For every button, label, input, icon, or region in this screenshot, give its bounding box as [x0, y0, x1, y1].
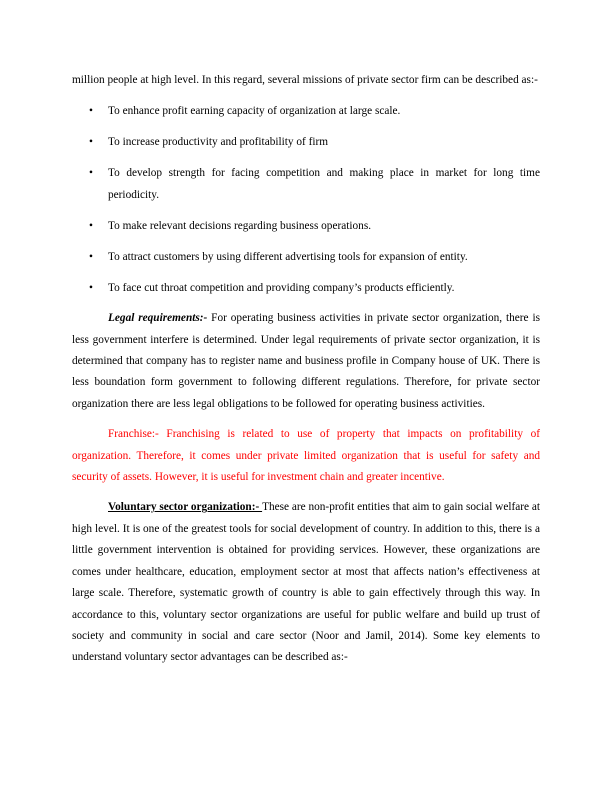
bullet-icon: • [89, 281, 93, 294]
list-item [72, 247, 540, 268]
bullet-icon: • [89, 167, 93, 180]
bullet-icon: • [89, 219, 93, 232]
list-item [72, 132, 540, 153]
list-item-text: To make relevant decisions regarding business operations. [108, 219, 372, 232]
missions-list [72, 101, 540, 299]
voluntary-sector-paragraph [72, 497, 540, 668]
list-item [72, 163, 540, 206]
voluntary-sector-body: These are non-profit entities that aim to gain social welfare at high level. It is one of the greatest tools for social development of country. In addition to this, there is a little government intervention is obtained for providing services. However, these organizations are comes under healthcare, education, employment sector at most that affects nation’s effectiveness at large scale. Therefore, systematic growth of country is able to gain effectively through this way. In accordance to this, voluntary sector organizations are useful for public welfare and build up trust of society and community in social and care sector (Noor and Jamil, 2014). Some key elements to understand voluntary sector advantages can be described as:- [72, 501, 540, 664]
bullet-icon: • [89, 250, 93, 263]
legal-requirements-body: For operating business activities in private sector organization, there is less government interfere is determined. Under legal requirements of private sector organization, it is determined that company has to register name and business profile in Company house of UK. There is less boundation form government to following different regulations. Therefore, for private sector organization there are less legal obligations to be followed for operating business activities. [72, 312, 540, 410]
list-item-text: To develop strength for facing competition and making place in market for long time periodicity. [108, 167, 540, 201]
list-item-text: To enhance profit earning capacity of organization at large scale. [108, 105, 401, 118]
list-item-text: To attract customers by using different advertising tools for expansion of entity. [108, 250, 468, 263]
list-item [72, 278, 540, 299]
document-page [72, 70, 540, 669]
list-item [72, 101, 540, 122]
list-item [72, 216, 540, 237]
bullet-icon: • [89, 105, 93, 118]
franchise-paragraph: Franchise:- Franchising is related to use of property that impacts on profitability of organization. Therefore, it comes under private limited organization that is useful for safety and security of assets. However, it is useful for investment chain and greater incentive. [72, 428, 540, 484]
voluntary-sector-heading: Voluntary sector organization:- [108, 501, 263, 514]
list-item-text: To increase productivity and profitability of firm [108, 136, 329, 149]
intro-paragraph: million people at high level. In this regard, several missions of private sector firm can be described as:- [72, 74, 538, 86]
legal-requirements-heading: Legal requirements:- [108, 312, 208, 325]
list-item-text: To face cut throat competition and providing company’s products efficiently. [108, 281, 455, 294]
legal-requirements-paragraph [72, 308, 540, 415]
bullet-icon: • [89, 136, 93, 149]
